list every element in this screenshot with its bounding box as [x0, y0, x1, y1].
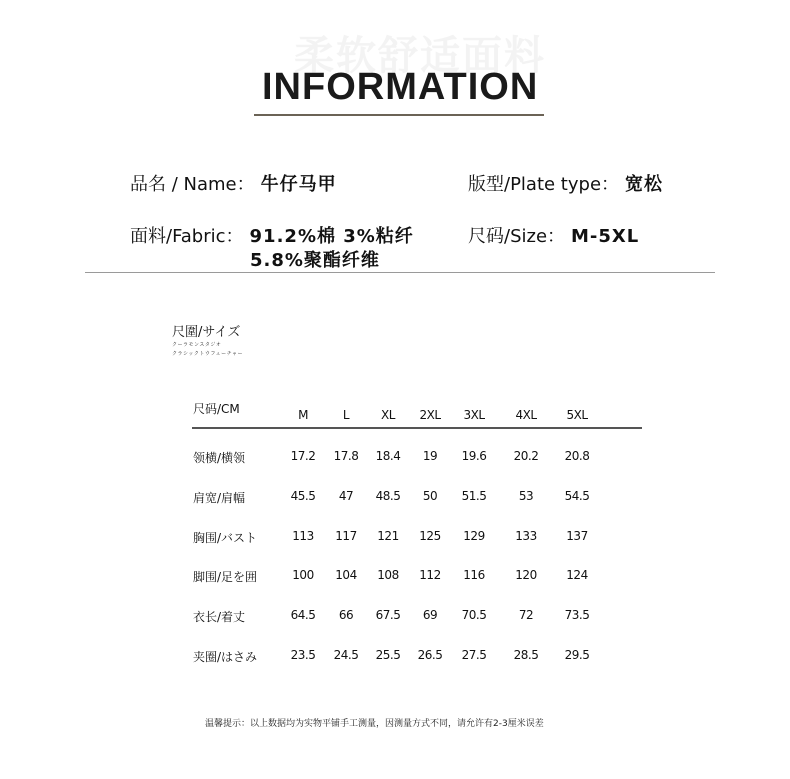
row-label: 夹圈/はさみ: [193, 650, 258, 664]
table-cell: 113: [292, 529, 314, 543]
spec-plate-label: 版型/Plate type: [468, 174, 602, 195]
table-cell: 24.5: [333, 648, 359, 662]
row-label: 脚围/足を囲: [193, 570, 258, 584]
table-cell: 117: [335, 529, 357, 543]
table-cell: 20.2: [513, 449, 539, 463]
table-cell: 20.8: [564, 449, 590, 463]
table-cell: 18.4: [375, 449, 401, 463]
table-cell: 48.5: [375, 489, 401, 503]
header-size-2xl: 2XL: [419, 408, 441, 422]
table-cell: 73.5: [564, 608, 590, 622]
page-title: INFORMATION: [262, 66, 539, 108]
spec-size: [468, 222, 639, 248]
spec-name-value: 牛仔马甲: [260, 174, 337, 195]
row-label: 领横/横领: [193, 451, 246, 465]
spec-colon: ：: [601, 174, 620, 195]
spec-plate-type: [468, 170, 663, 196]
header-size-xl: XL: [381, 408, 395, 422]
row-label: 肩宽/肩幅: [193, 491, 246, 505]
title-underline: [254, 114, 544, 116]
row-label: 衣长/着丈: [193, 610, 246, 624]
table-cell: 54.5: [564, 489, 590, 503]
table-cell: 26.5: [417, 648, 443, 662]
table-cell: 23.5: [290, 648, 316, 662]
table-cell: 53: [518, 489, 534, 503]
spec-name: [130, 170, 337, 196]
table-cell: 100: [292, 568, 314, 582]
measurement-note: 温馨提示：以上数据均为实物平铺手工测量，因测量方式不同，请允许有2-3厘米误差: [205, 719, 544, 729]
table-cell: 129: [463, 529, 485, 543]
table-cell: 120: [515, 568, 537, 582]
table-cell: 19: [422, 449, 438, 463]
spec-divider: [85, 272, 715, 273]
spec-size-label: 尺码/Size: [468, 226, 548, 247]
spec-fabric-label: 面料/Fabric: [130, 226, 226, 247]
table-cell: 121: [377, 529, 399, 543]
table-cell: 125: [419, 529, 441, 543]
unit-label: 尺码/CM: [193, 402, 240, 416]
table-cell: 45.5: [290, 489, 316, 503]
table-header-rule: [192, 427, 642, 429]
table-cell: 66: [338, 608, 354, 622]
table-cell: 19.6: [461, 449, 487, 463]
table-cell: 50: [422, 489, 438, 503]
table-cell: 27.5: [461, 648, 487, 662]
table-cell: 64.5: [290, 608, 316, 622]
table-cell: 104: [335, 568, 357, 582]
spec-fabric-value-2: 5.8%聚酯纤维: [250, 250, 380, 271]
table-cell: 67.5: [375, 608, 401, 622]
table-cell: 124: [566, 568, 588, 582]
table-cell: 17.8: [333, 449, 359, 463]
table-cell: 137: [566, 529, 588, 543]
table-cell: 17.2: [290, 449, 316, 463]
size-chart-subtitle-2: クラシックトウフューチャー: [172, 351, 244, 357]
table-cell: 70.5: [461, 608, 487, 622]
header-size-5xl: 5XL: [566, 408, 588, 422]
spec-fabric-value-1: 91.2%棉 3%粘纤: [249, 226, 414, 247]
spec-fabric: [130, 222, 414, 248]
spec-colon: ：: [236, 174, 255, 195]
table-cell: 116: [463, 568, 485, 582]
table-cell: 112: [419, 568, 441, 582]
row-label: 胸围/バスト: [193, 531, 258, 545]
spec-name-label: 品名 / Name: [130, 174, 237, 195]
table-cell: 25.5: [375, 648, 401, 662]
table-cell: 51.5: [461, 489, 487, 503]
header-size-4xl: 4XL: [515, 408, 537, 422]
table-cell: 69: [422, 608, 438, 622]
spec-size-value: M-5XL: [571, 226, 640, 247]
table-cell: 47: [338, 489, 354, 503]
watermark-text: 柔软舒适面料: [294, 33, 546, 79]
table-cell: 108: [377, 568, 399, 582]
header-size-3xl: 3XL: [463, 408, 485, 422]
spec-colon: ：: [547, 226, 566, 247]
size-chart-heading: 尺圍/サイズ: [172, 325, 241, 340]
table-cell: 72: [518, 608, 534, 622]
table-cell: 29.5: [564, 648, 590, 662]
header-size-l: L: [342, 408, 350, 422]
table-cell: 133: [515, 529, 537, 543]
size-chart-subtitle-1: クーラモンスタジオ: [172, 342, 222, 348]
table-cell: 28.5: [513, 648, 539, 662]
spec-colon: ：: [225, 226, 244, 247]
spec-plate-value: 宽松: [625, 174, 664, 195]
header-size-m: M: [298, 408, 308, 422]
